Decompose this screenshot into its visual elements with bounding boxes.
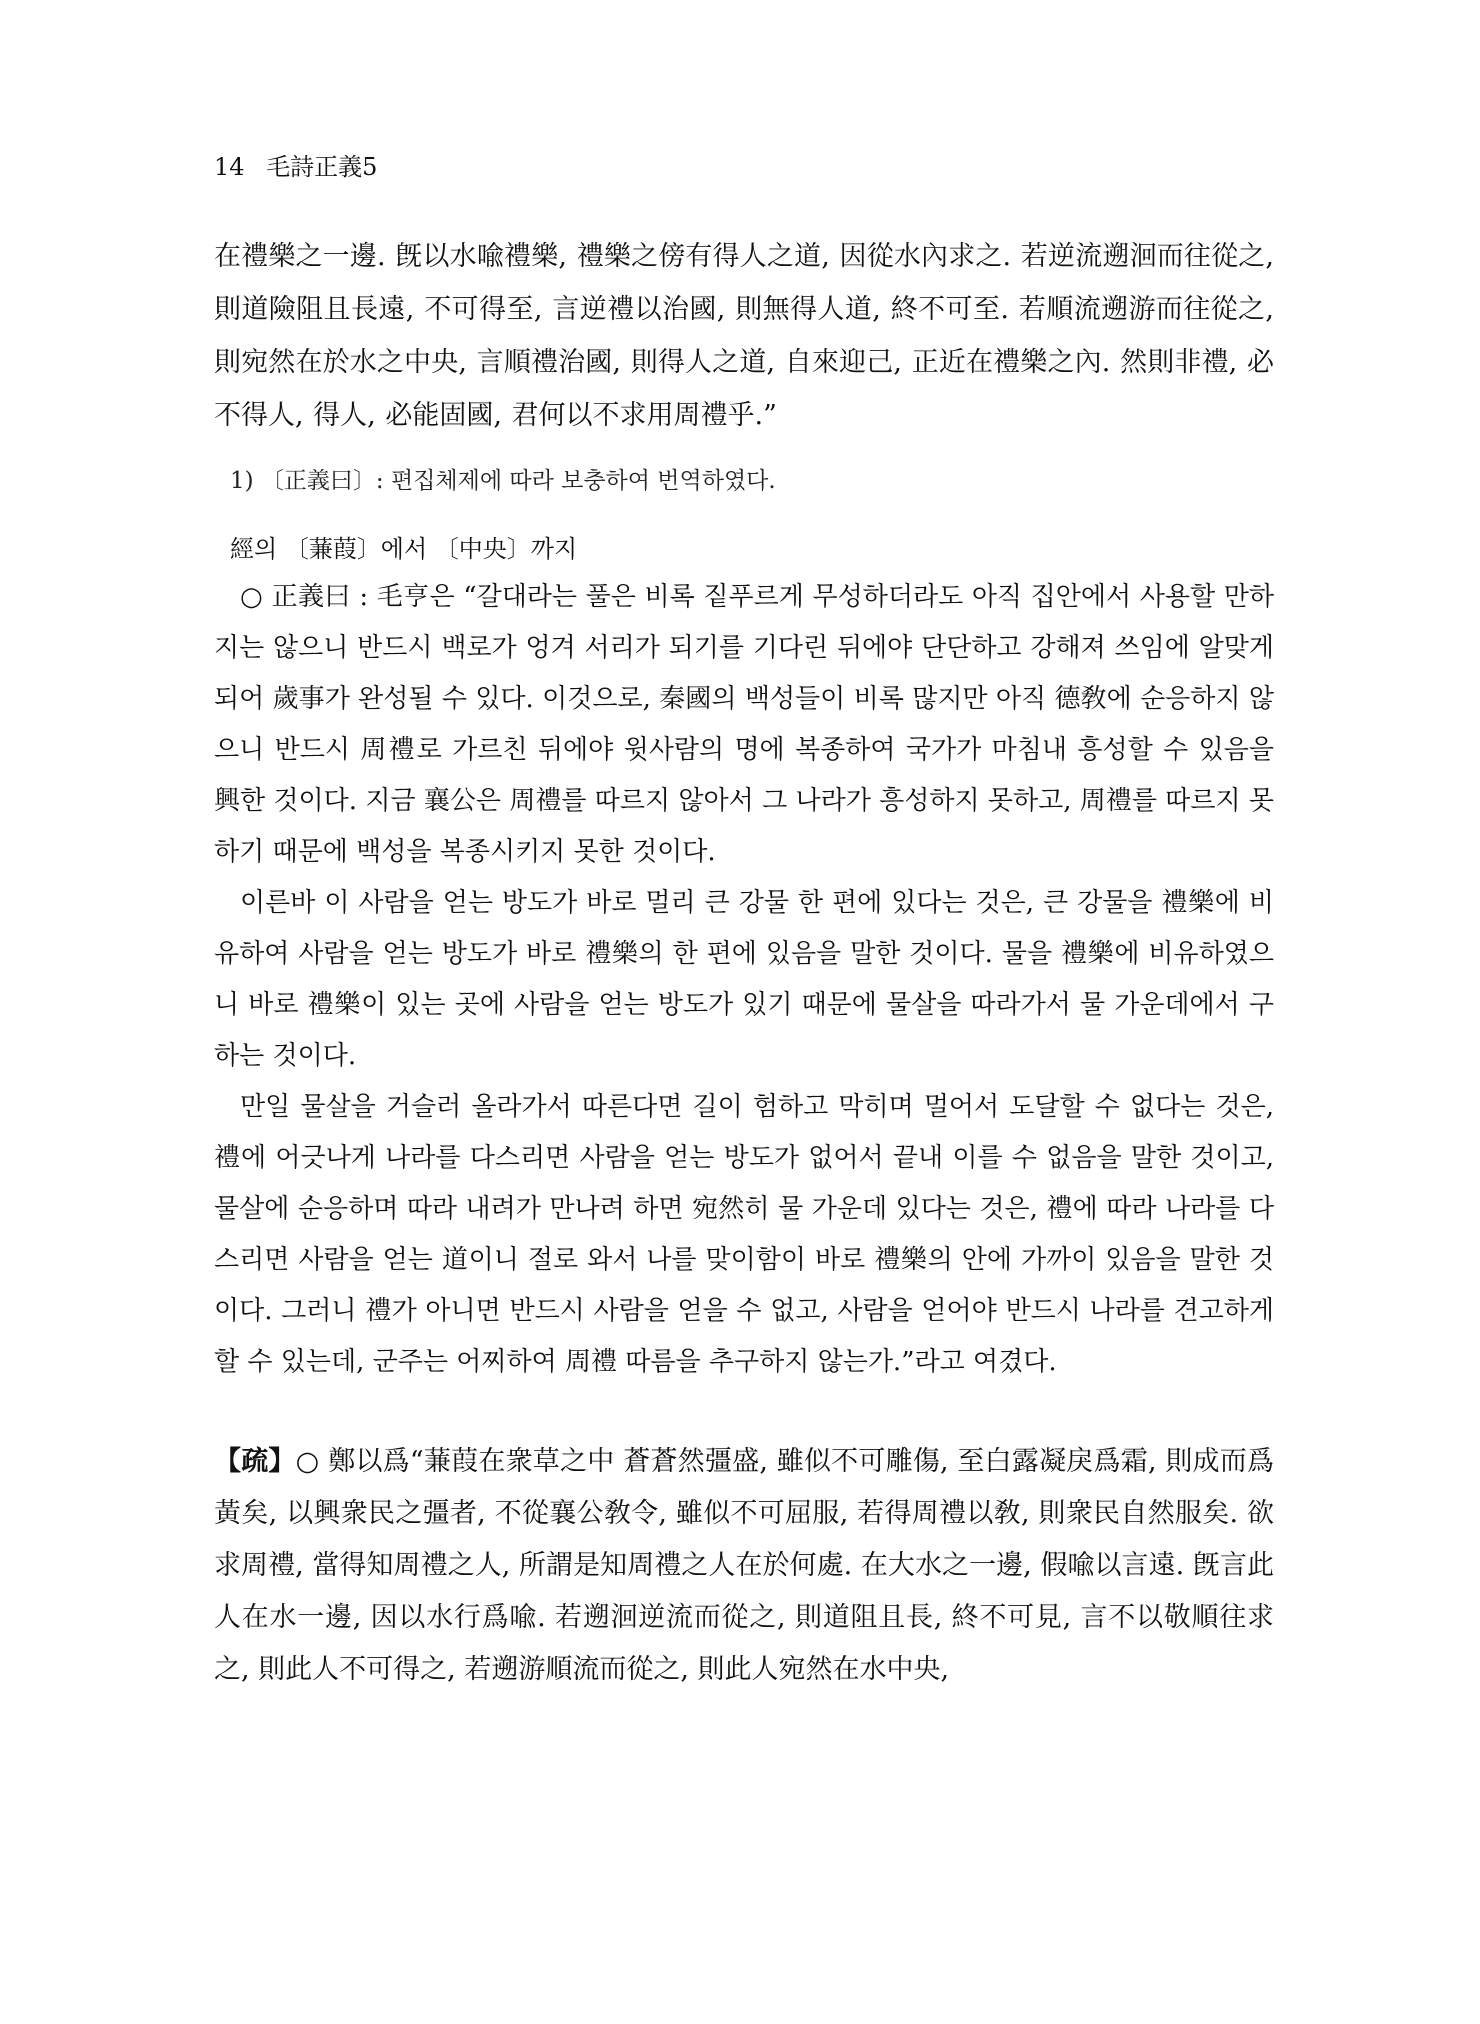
section-heading: 經의 〔蒹葭〕에서 〔中央〕까지 bbox=[230, 535, 578, 563]
commentary-paragraph bbox=[214, 1436, 1274, 1696]
footnote: 1) 〔正義曰〕: 편집체제에 따라 보충하여 번역하였다. bbox=[230, 468, 776, 494]
classical-paragraph: 在禮樂之一邊. 旣以水喩禮樂, 禮樂之傍有得人之道, 因從水內求之. 若逆流遡洄而往從之, 則道險阻且長遠, 不可得至, 言逆禮以治國, 則無得人道, 終不可至. 若順流遡游而往從之, 則宛然在於水之中央, 言順禮治國, 則得人之道, 自來迎己, 正近在禮樂之內. 然則非禮, 必不得人, 得人, 必能固國, 君何以不求用周禮乎.” bbox=[214, 241, 1274, 431]
page-header bbox=[214, 150, 1274, 184]
commentary-text: ○ 鄭以爲“蒹葭在衆草之中 蒼蒼然彊盛, 雖似不可雕傷, 至白露凝戾爲霜, 則成而爲黃矣, 以興衆民之彊者, 不從襄公敎令, 雖似不可屈服, 若得周禮以敎, 則衆民自然服矣. 欲求周禮, 當得知周禮之人, 所謂是知周禮之人在於何處. 在大水之一邊, 假喩以言遠. 旣言此人在水一邊, 因以水行爲喩. 若遡洄逆流而從之, 則道阻且長, 終不可見, 言不以敬順往求之, 則此人不可得之, 若遡游順流而從之, 則此人宛然在水中央, bbox=[214, 1446, 1274, 1685]
commentary-label: 【疏】 bbox=[214, 1446, 296, 1477]
book-title: 毛詩正義5 bbox=[266, 153, 378, 181]
korean-paragraph: 이른바 이 사람을 얻는 방도가 바로 멀리 큰 강물 한 편에 있다는 것은, 큰 강물을 禮樂에 비유하여 사람을 얻는 방도가 바로 禮樂의 한 편에 있음을 말한 것이다. 물을 禮樂에 비유하였으니 바로 禮樂이 있는 곳에 사람을 얻는 방도가 있기 때문에 물살을 따라가서 물 가운데에서 구하는 것이다. bbox=[214, 888, 1274, 1071]
page-number: 14 bbox=[214, 153, 245, 181]
korean-paragraph: 만일 물살을 거슬러 올라가서 따른다면 길이 험하고 막히며 멀어서 도달할 수 없다는 것은, 禮에 어긋나게 나라를 다스리면 사람을 얻는 방도가 없어서 끝내 이를 수 없음을 말한 것이고, 물살에 순응하며 따라 내려가 만나려 하면 宛然히 물 가운데 있다는 것은, 禮에 따라 나라를 다스리면 사람을 얻는 道이니 절로 와서 나를 맞이함이 바로 禮樂의 안에 가까이 있음을 말한 것이다. 그러니 禮가 아니면 반드시 사람을 얻을 수 없고, 사람을 얻어야 반드시 나라를 견고하게 할 수 있는데, 군주는 어찌하여 周禮 따름을 추구하지 않는가.”라고 여겼다. bbox=[214, 1092, 1274, 1377]
book-page bbox=[214, 150, 1274, 1696]
korean-paragraph: ○ 正義曰 : 毛亨은 “갈대라는 풀은 비록 짙푸르게 무성하더라도 아직 집안에서 사용할 만하지는 않으니 반드시 백로가 엉겨 서리가 되기를 기다린 뒤에야 단단하고 강해져 쓰임에 알맞게 되어 歲事가 완성될 수 있다. 이것으로, 秦國의 백성들이 비록 많지만 아직 德敎에 순응하지 않으니 반드시 周禮로 가르친 뒤에야 윗사람의 명에 복종하여 국가가 마침내 흥성할 수 있음을 興한 것이다. 지금 襄公은 周禮를 따르지 않아서 그 나라가 흥성하지 못하고, 周禮를 따르지 못하기 때문에 백성을 복종시키지 못한 것이다. bbox=[214, 582, 1274, 867]
